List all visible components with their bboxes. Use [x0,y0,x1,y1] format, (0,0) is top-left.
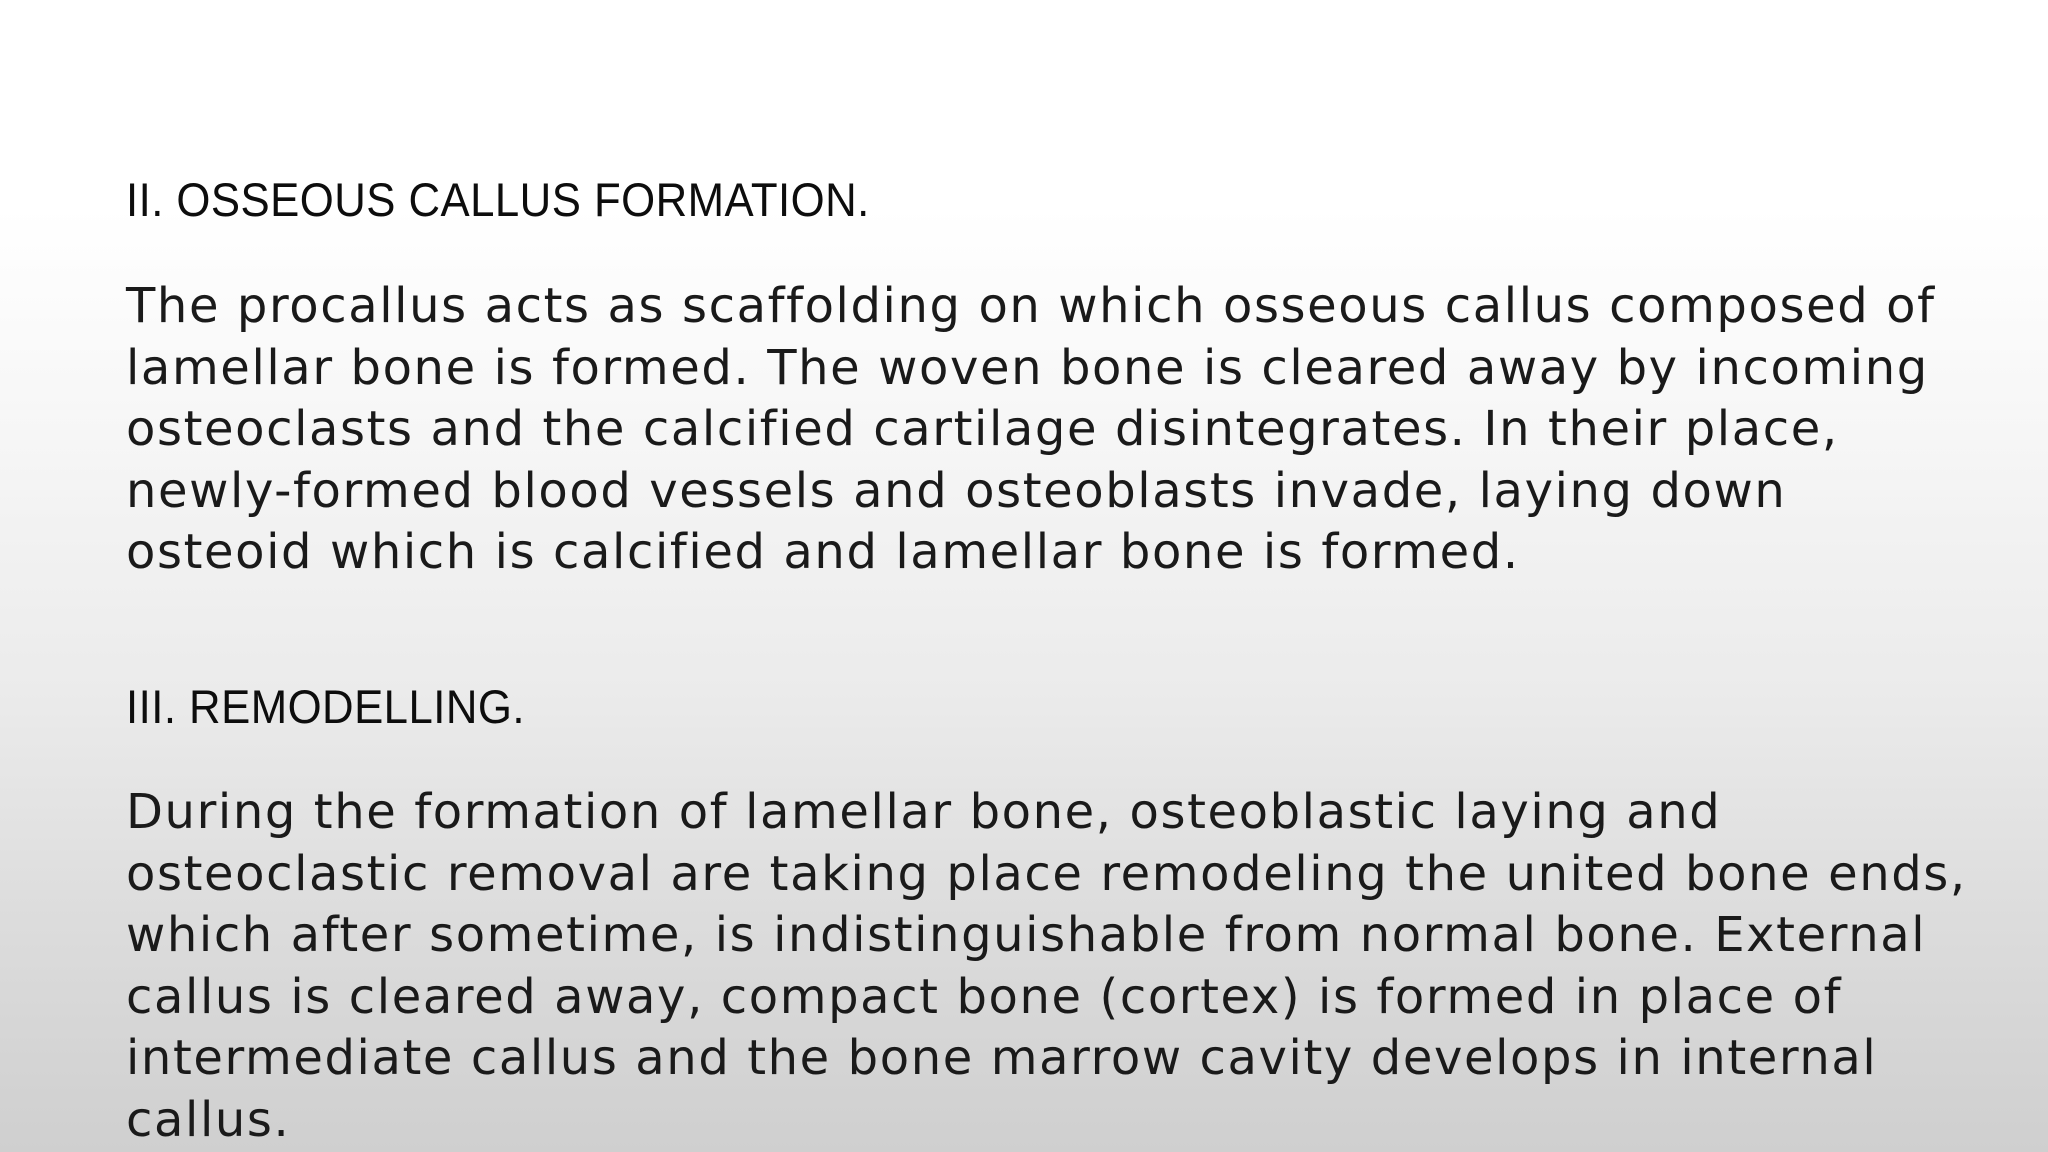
body-line: osteoid which is calcified and lamellar bone is formed. [126,524,1520,580]
body-line: intermediate callus and the bone marrow cavity develops in internal [126,1030,1878,1086]
body-line: The procallus acts as scaffolding on which osseous callus composed of [126,278,1936,334]
body-line: which after sometime, is indistinguishable from normal bone. External [126,907,1927,963]
body-line: newly-formed blood vessels and osteoblasts invade, laying down [126,462,1787,519]
body-line: callus. [126,1091,291,1148]
section-body-osseous-callus [126,276,1936,584]
body-line: During the formation of lamellar bone, osteoblastic laying and [126,784,1722,840]
body-line: osteoclasts and the calcified cartilage disintegrates. In their place, [126,401,1839,457]
body-line: osteoclastic removal are taking place remodeling the united bone ends, [126,845,1967,902]
body-line: lamellar bone is formed. The woven bone is cleared away by incoming [126,339,1929,396]
section-heading-osseous-callus: II. OSSEOUS CALLUS FORMATION. [126,173,870,226]
section-body-remodelling [126,782,1967,1151]
body-line: callus is cleared away, compact bone (cortex) is formed in place of [126,968,1843,1025]
section-heading-remodelling: III. REMODELLING. [126,680,525,733]
